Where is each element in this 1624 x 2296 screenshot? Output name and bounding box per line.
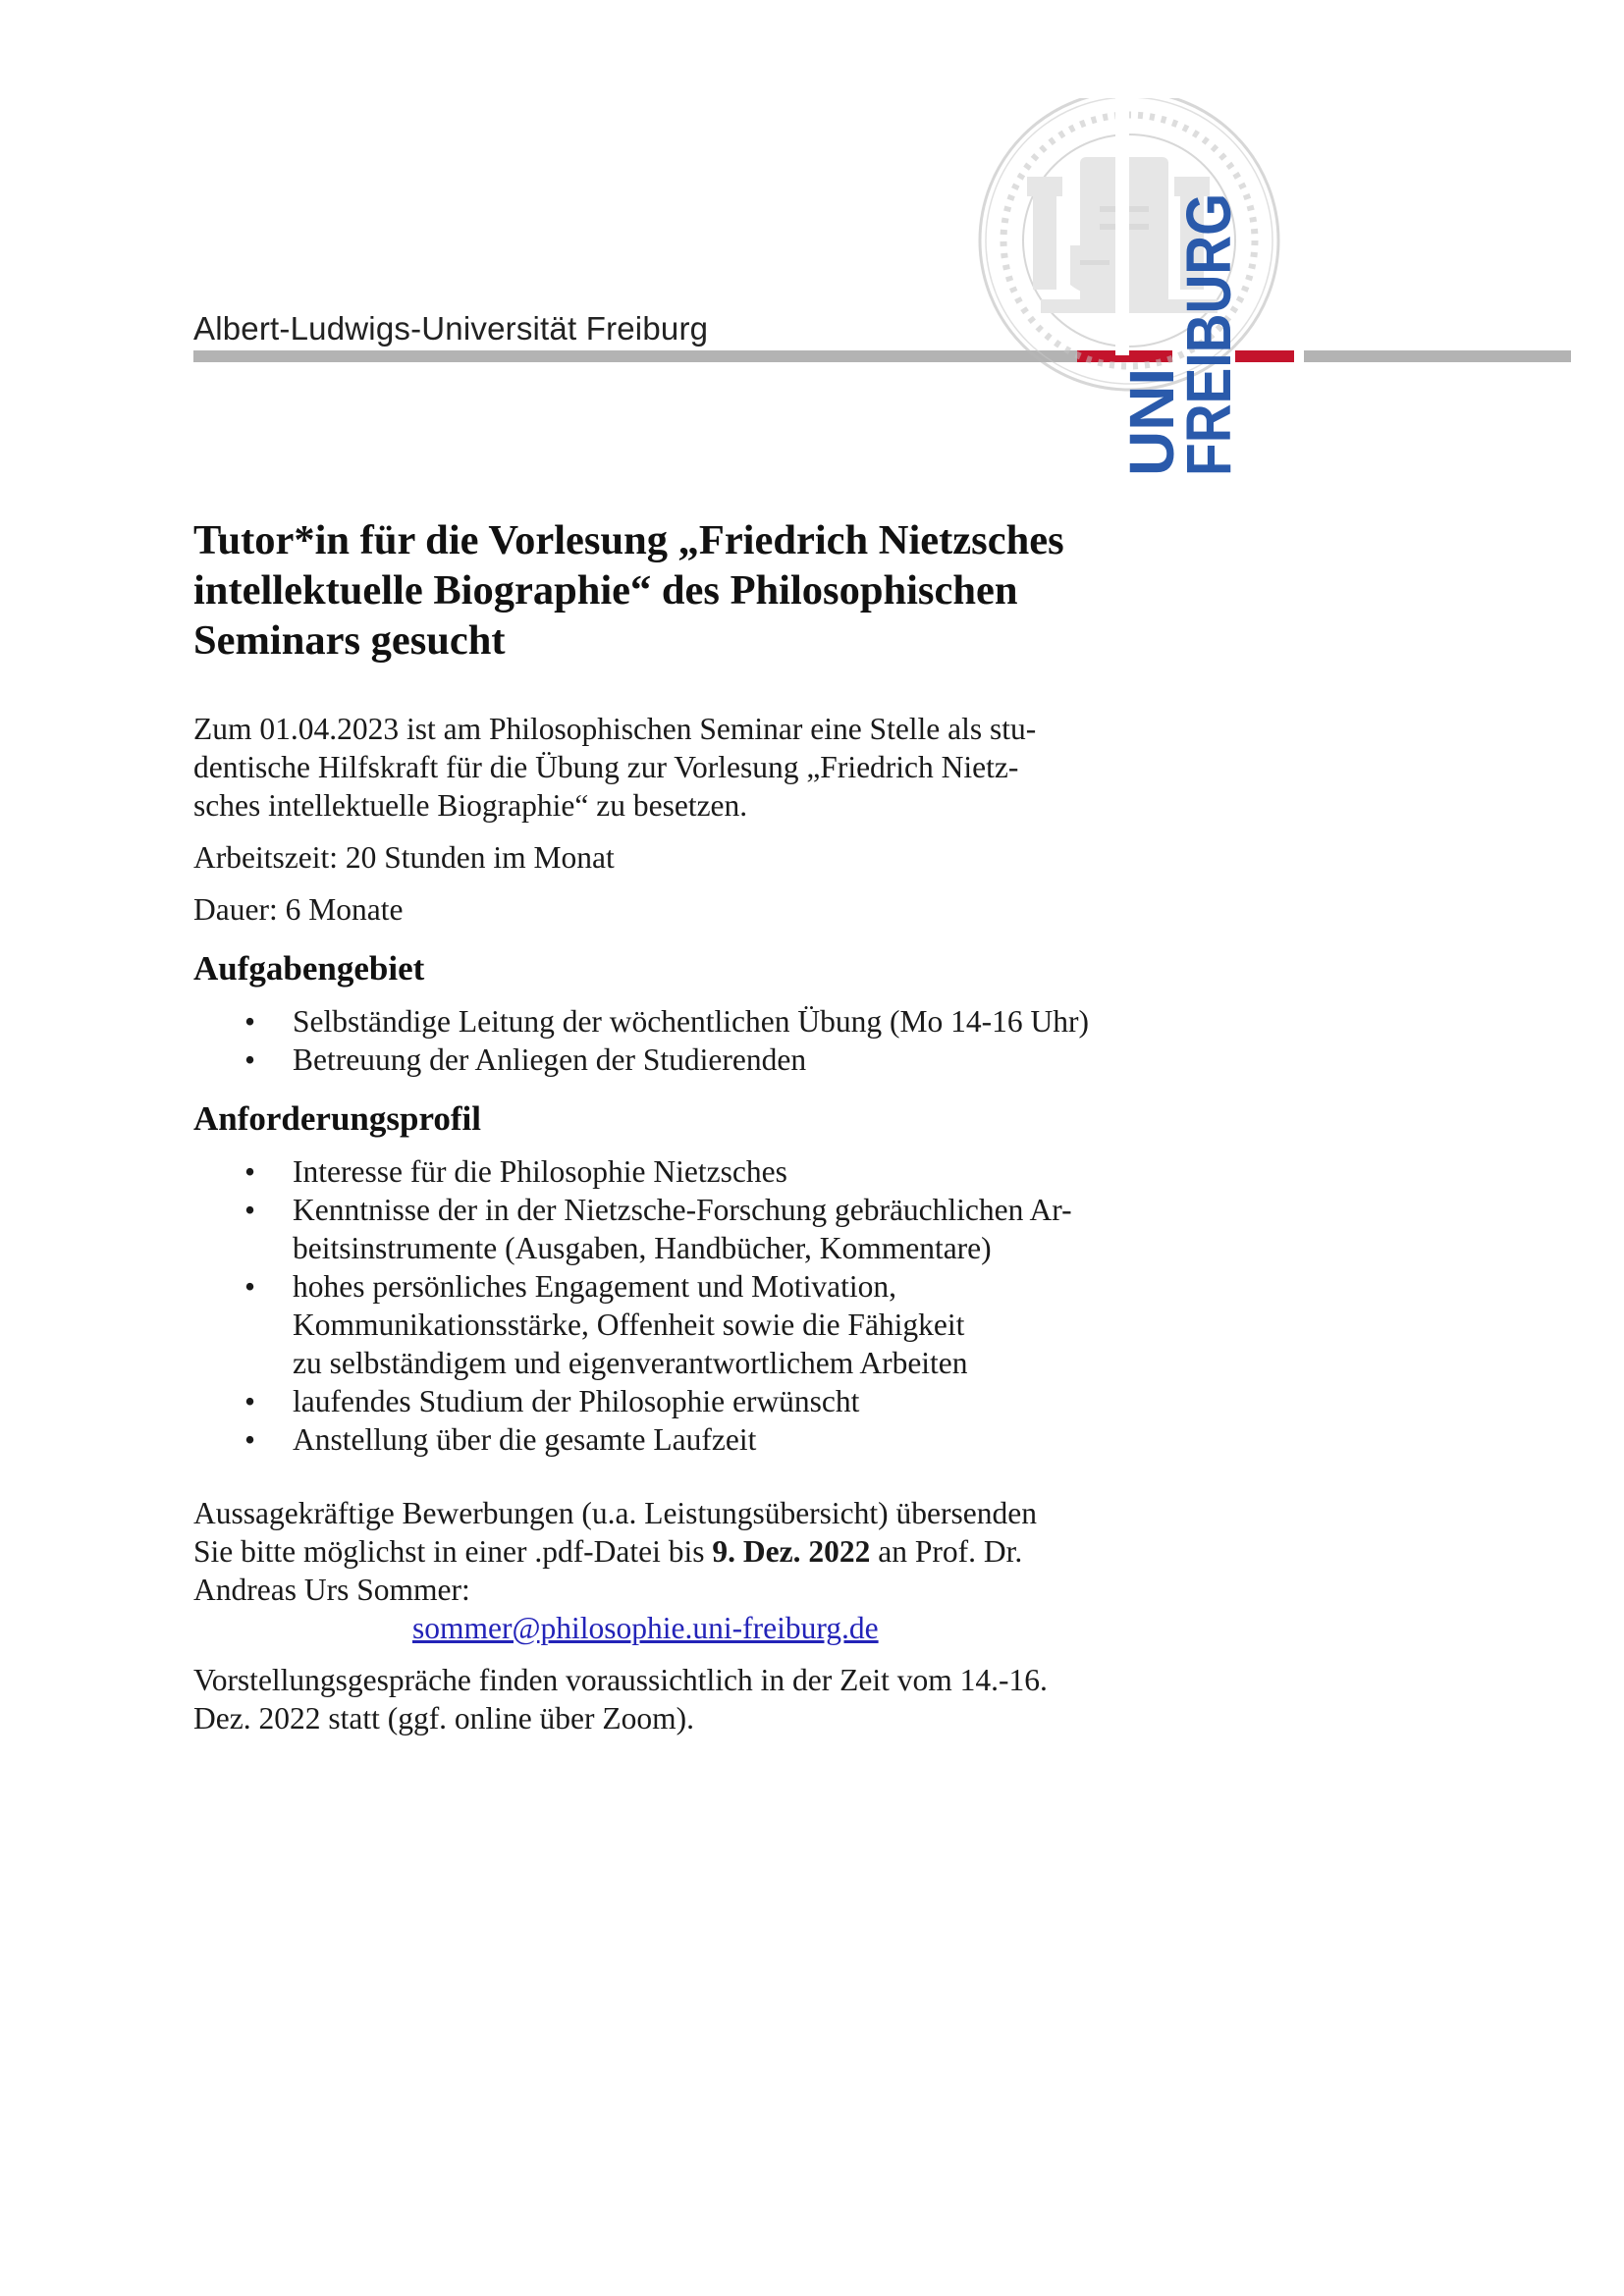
list-item-text: laufendes Studium der Philosophie erwünscht	[293, 1384, 860, 1418]
list-item-text: Interesse für die Philosophie Nietzsches	[293, 1154, 787, 1189]
intro-paragraph	[193, 710, 1165, 825]
list-item	[193, 1267, 1165, 1382]
interview-paragraph	[193, 1661, 1165, 1737]
bullet-icon: •	[244, 1422, 256, 1457]
list-item-text: Kenntnisse der in der Nietzsche-Forschung gebräuchlichen Ar-	[293, 1193, 1072, 1227]
title-line: Tutor*in für die Vorlesung „Friedrich Nietzsches	[193, 517, 1064, 563]
tasks-list	[193, 1002, 1165, 1079]
list-item-text: beitsinstrumente (Ausgaben, Handbücher, Kommentare)	[293, 1231, 992, 1265]
list-item	[193, 1420, 1165, 1459]
application-text: Sie bitte möglichst in einer .pdf-Datei bis	[193, 1534, 713, 1569]
intro-line: dentische Hilfskraft für die Übung zur Vorlesung „Friedrich Nietz-	[193, 750, 1019, 784]
email-line	[193, 1609, 1165, 1647]
list-item	[193, 1382, 1165, 1420]
list-item	[193, 1152, 1165, 1191]
section-heading-tasks: Aufgabengebiet	[193, 949, 425, 988]
document-body	[193, 515, 1165, 1737]
logo-uni-text: UNI	[1116, 367, 1187, 476]
requirements-list	[193, 1152, 1165, 1459]
deadline: 9. Dez. 2022	[712, 1534, 871, 1569]
application-paragraph	[193, 1494, 1165, 1647]
intro-line: Zum 01.04.2023 ist am Philosophischen Seminar eine Stelle als stu-	[193, 712, 1037, 746]
application-line	[193, 1532, 1165, 1571]
logo-freiburg-text: FREIBURG	[1173, 147, 1244, 476]
duration: Dauer: 6 Monate	[193, 892, 404, 927]
logo-divider-bar	[1115, 98, 1129, 355]
bullet-icon: •	[244, 1154, 256, 1189]
job-title	[193, 515, 1165, 666]
application-text: an Prof. Dr.	[870, 1534, 1023, 1569]
section-heading-requirements: Anforderungsprofil	[193, 1099, 481, 1138]
list-item	[193, 1041, 1165, 1079]
institution-name: Albert-Ludwigs-Universität Freiburg	[193, 310, 709, 347]
list-item	[193, 1002, 1165, 1041]
application-line: Andreas Urs Sommer:	[193, 1573, 470, 1607]
list-item-text: Anstellung über die gesamte Laufzeit	[293, 1422, 757, 1457]
bullet-icon: •	[244, 1004, 256, 1039]
header-rule-right	[1304, 350, 1571, 362]
university-logo	[972, 98, 1296, 481]
list-item-text: zu selbständigem und eigenverantwortlichem Arbeiten	[293, 1346, 968, 1380]
intro-line: sches intellektuelle Biographie“ zu besetzen.	[193, 788, 748, 823]
list-item-text: Kommunikationsstärke, Offenheit sowie die Fähigkeit	[293, 1308, 965, 1342]
title-line: intellektuelle Biographie“ des Philosophischen	[193, 567, 1018, 614]
application-line: Aussagekräftige Bewerbungen (u.a. Leistungsübersicht) übersenden	[193, 1496, 1037, 1530]
list-item	[193, 1191, 1165, 1267]
list-item-text: Betreuung der Anliegen der Studierenden	[293, 1042, 807, 1077]
interview-line: Dez. 2022 statt (ggf. online über Zoom).	[193, 1701, 694, 1735]
list-item-text: hohes persönliches Engagement und Motivation,	[293, 1269, 897, 1304]
bullet-icon: •	[244, 1042, 256, 1077]
interview-line: Vorstellungsgespräche finden voraussichtlich in der Zeit vom 14.-16.	[193, 1663, 1048, 1697]
email-link[interactable]: sommer@philosophie.uni-freiburg.de	[412, 1611, 879, 1645]
bullet-icon: •	[244, 1193, 256, 1227]
bullet-icon: •	[244, 1269, 256, 1304]
working-hours: Arbeitszeit: 20 Stunden im Monat	[193, 840, 615, 875]
bullet-icon: •	[244, 1384, 256, 1418]
list-item-text: Selbständige Leitung der wöchentlichen Übung (Mo 14-16 Uhr)	[293, 1004, 1089, 1039]
header-rule-left	[193, 350, 1077, 362]
title-line: Seminars gesucht	[193, 617, 506, 664]
